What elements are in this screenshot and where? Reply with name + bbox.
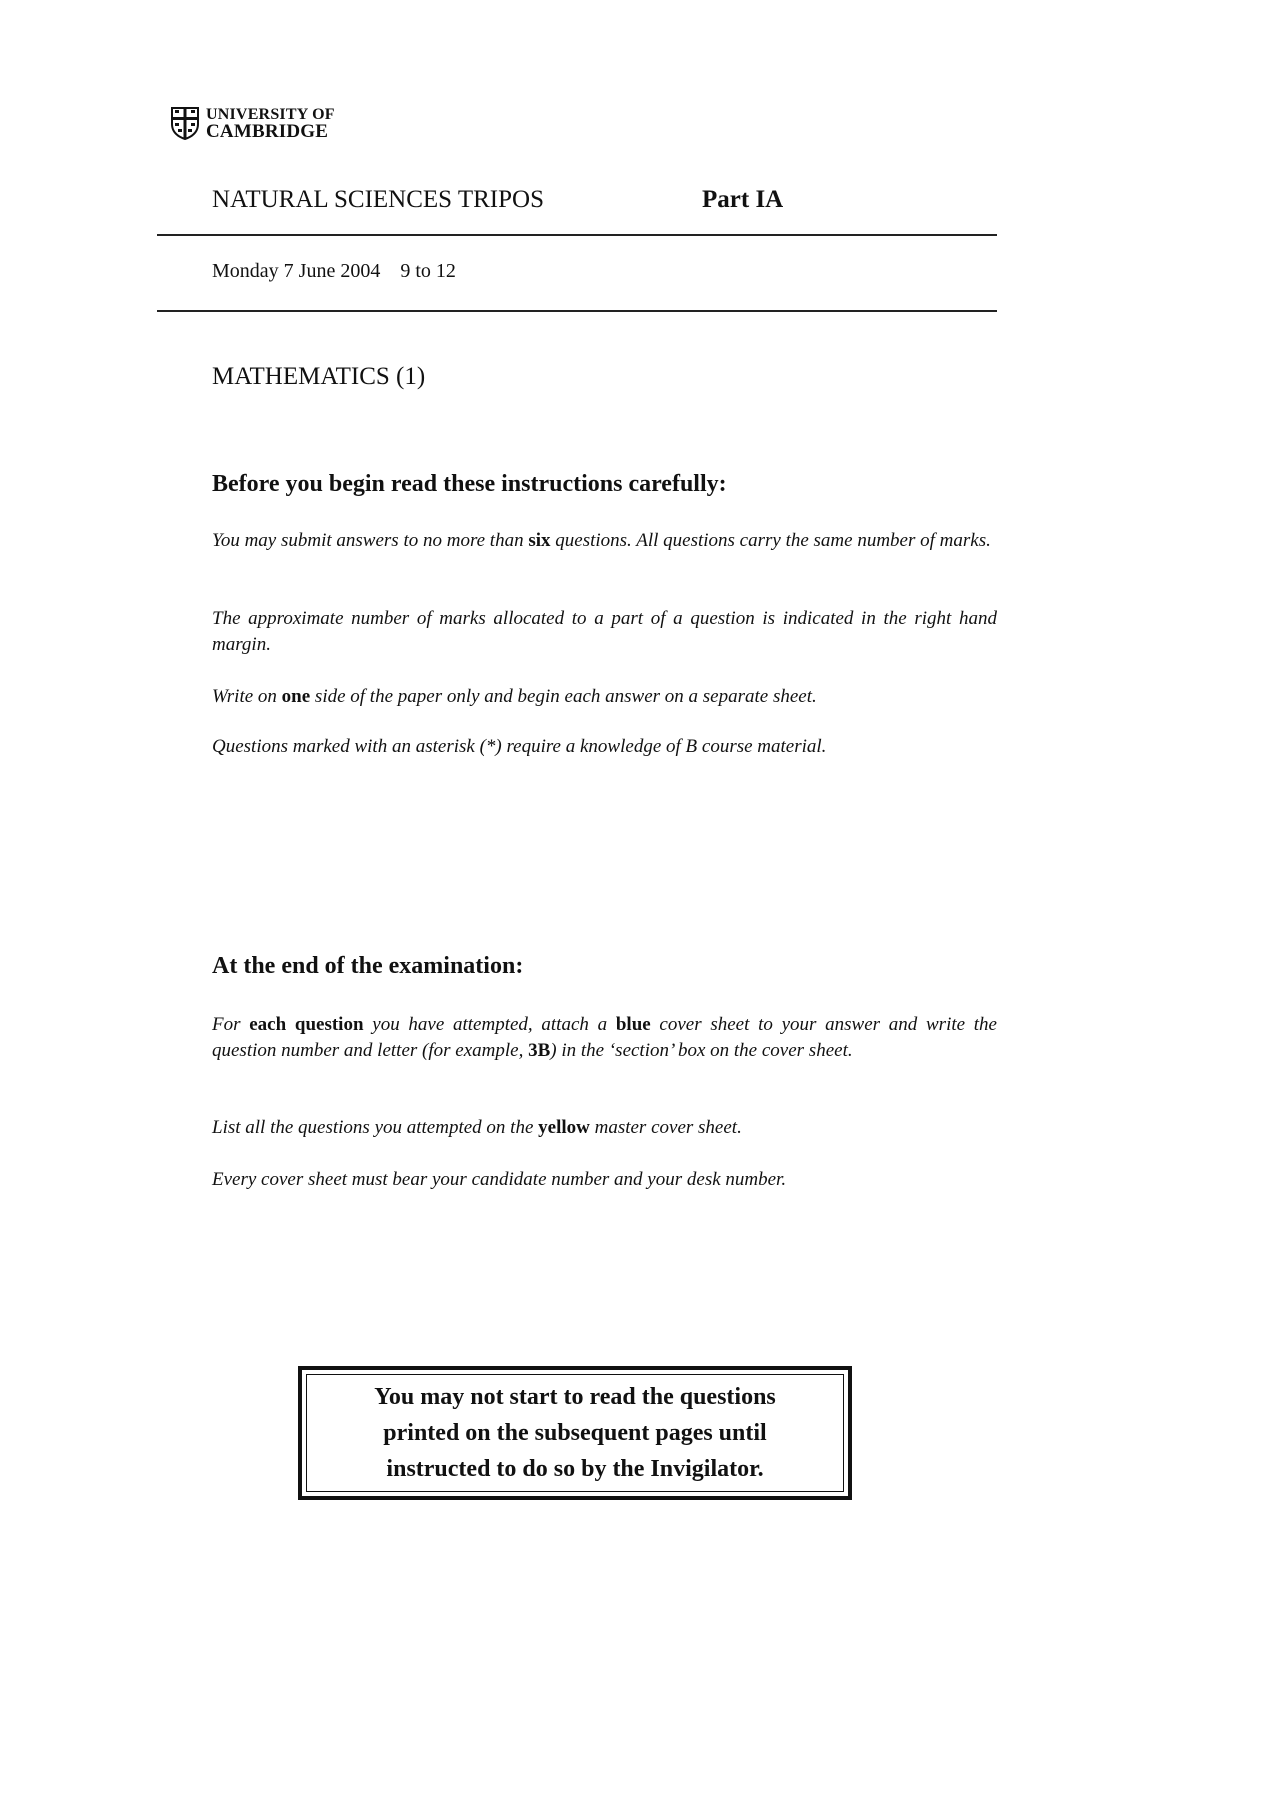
exam-title-row xyxy=(212,186,784,214)
end-paragraph-cover-sheet: For each question you have attempted, attach a blue cover sheet to your answer and write the question number and letter (for example, 3B) in the ‘section’ box on the cover sheet. xyxy=(212,1014,997,1061)
instruction-paragraph-asterisk: Questions marked with an asterisk (*) require a knowledge of B course material. xyxy=(212,736,827,757)
logo-line-cambridge: CAMBRIDGE xyxy=(206,121,329,142)
logo-line-university: UNIVERSITY OF xyxy=(206,106,335,123)
end-paragraph-master-sheet: List all the questions you attempted on the yellow master cover sheet. xyxy=(212,1117,742,1138)
logo-text xyxy=(206,106,335,140)
instruction-paragraph-marks: The approximate number of marks allocated to a part of a question is indicated in the right hand margin. xyxy=(212,608,997,655)
instruction-paragraph-write: Write on one side of the paper only and begin each answer on a separate sheet. xyxy=(212,686,817,707)
end-paragraph-candidate-number: Every cover sheet must bear your candidate number and your desk number. xyxy=(212,1169,787,1190)
exam-date-line xyxy=(212,260,456,283)
notice-line-1: You may not start to read the questions xyxy=(374,1384,776,1410)
instructions-heading: Before you begin read these instructions carefully: xyxy=(212,471,727,497)
exam-time: 9 to 12 xyxy=(400,260,456,282)
notice-line-3: instructed to do so by the Invigilator. xyxy=(386,1456,764,1482)
end-of-exam-heading: At the end of the examination: xyxy=(212,953,524,979)
exam-subject: MATHEMATICS (1) xyxy=(212,363,426,390)
notice-line-2: printed on the subsequent pages until xyxy=(383,1420,767,1446)
university-logo xyxy=(170,106,335,140)
exam-date: Monday 7 June 2004 xyxy=(212,260,381,282)
invigilator-notice-box xyxy=(298,1366,852,1500)
exam-title: NATURAL SCIENCES TRIPOS xyxy=(212,186,544,213)
exam-part: Part IA xyxy=(702,186,784,213)
invigilator-notice xyxy=(306,1374,844,1492)
bottom-divider xyxy=(157,310,997,312)
top-divider xyxy=(157,234,997,236)
instruction-paragraph-questions: You may submit answers to no more than six questions. All questions carry the same number of marks. xyxy=(212,530,991,551)
university-crest-icon xyxy=(170,106,200,140)
